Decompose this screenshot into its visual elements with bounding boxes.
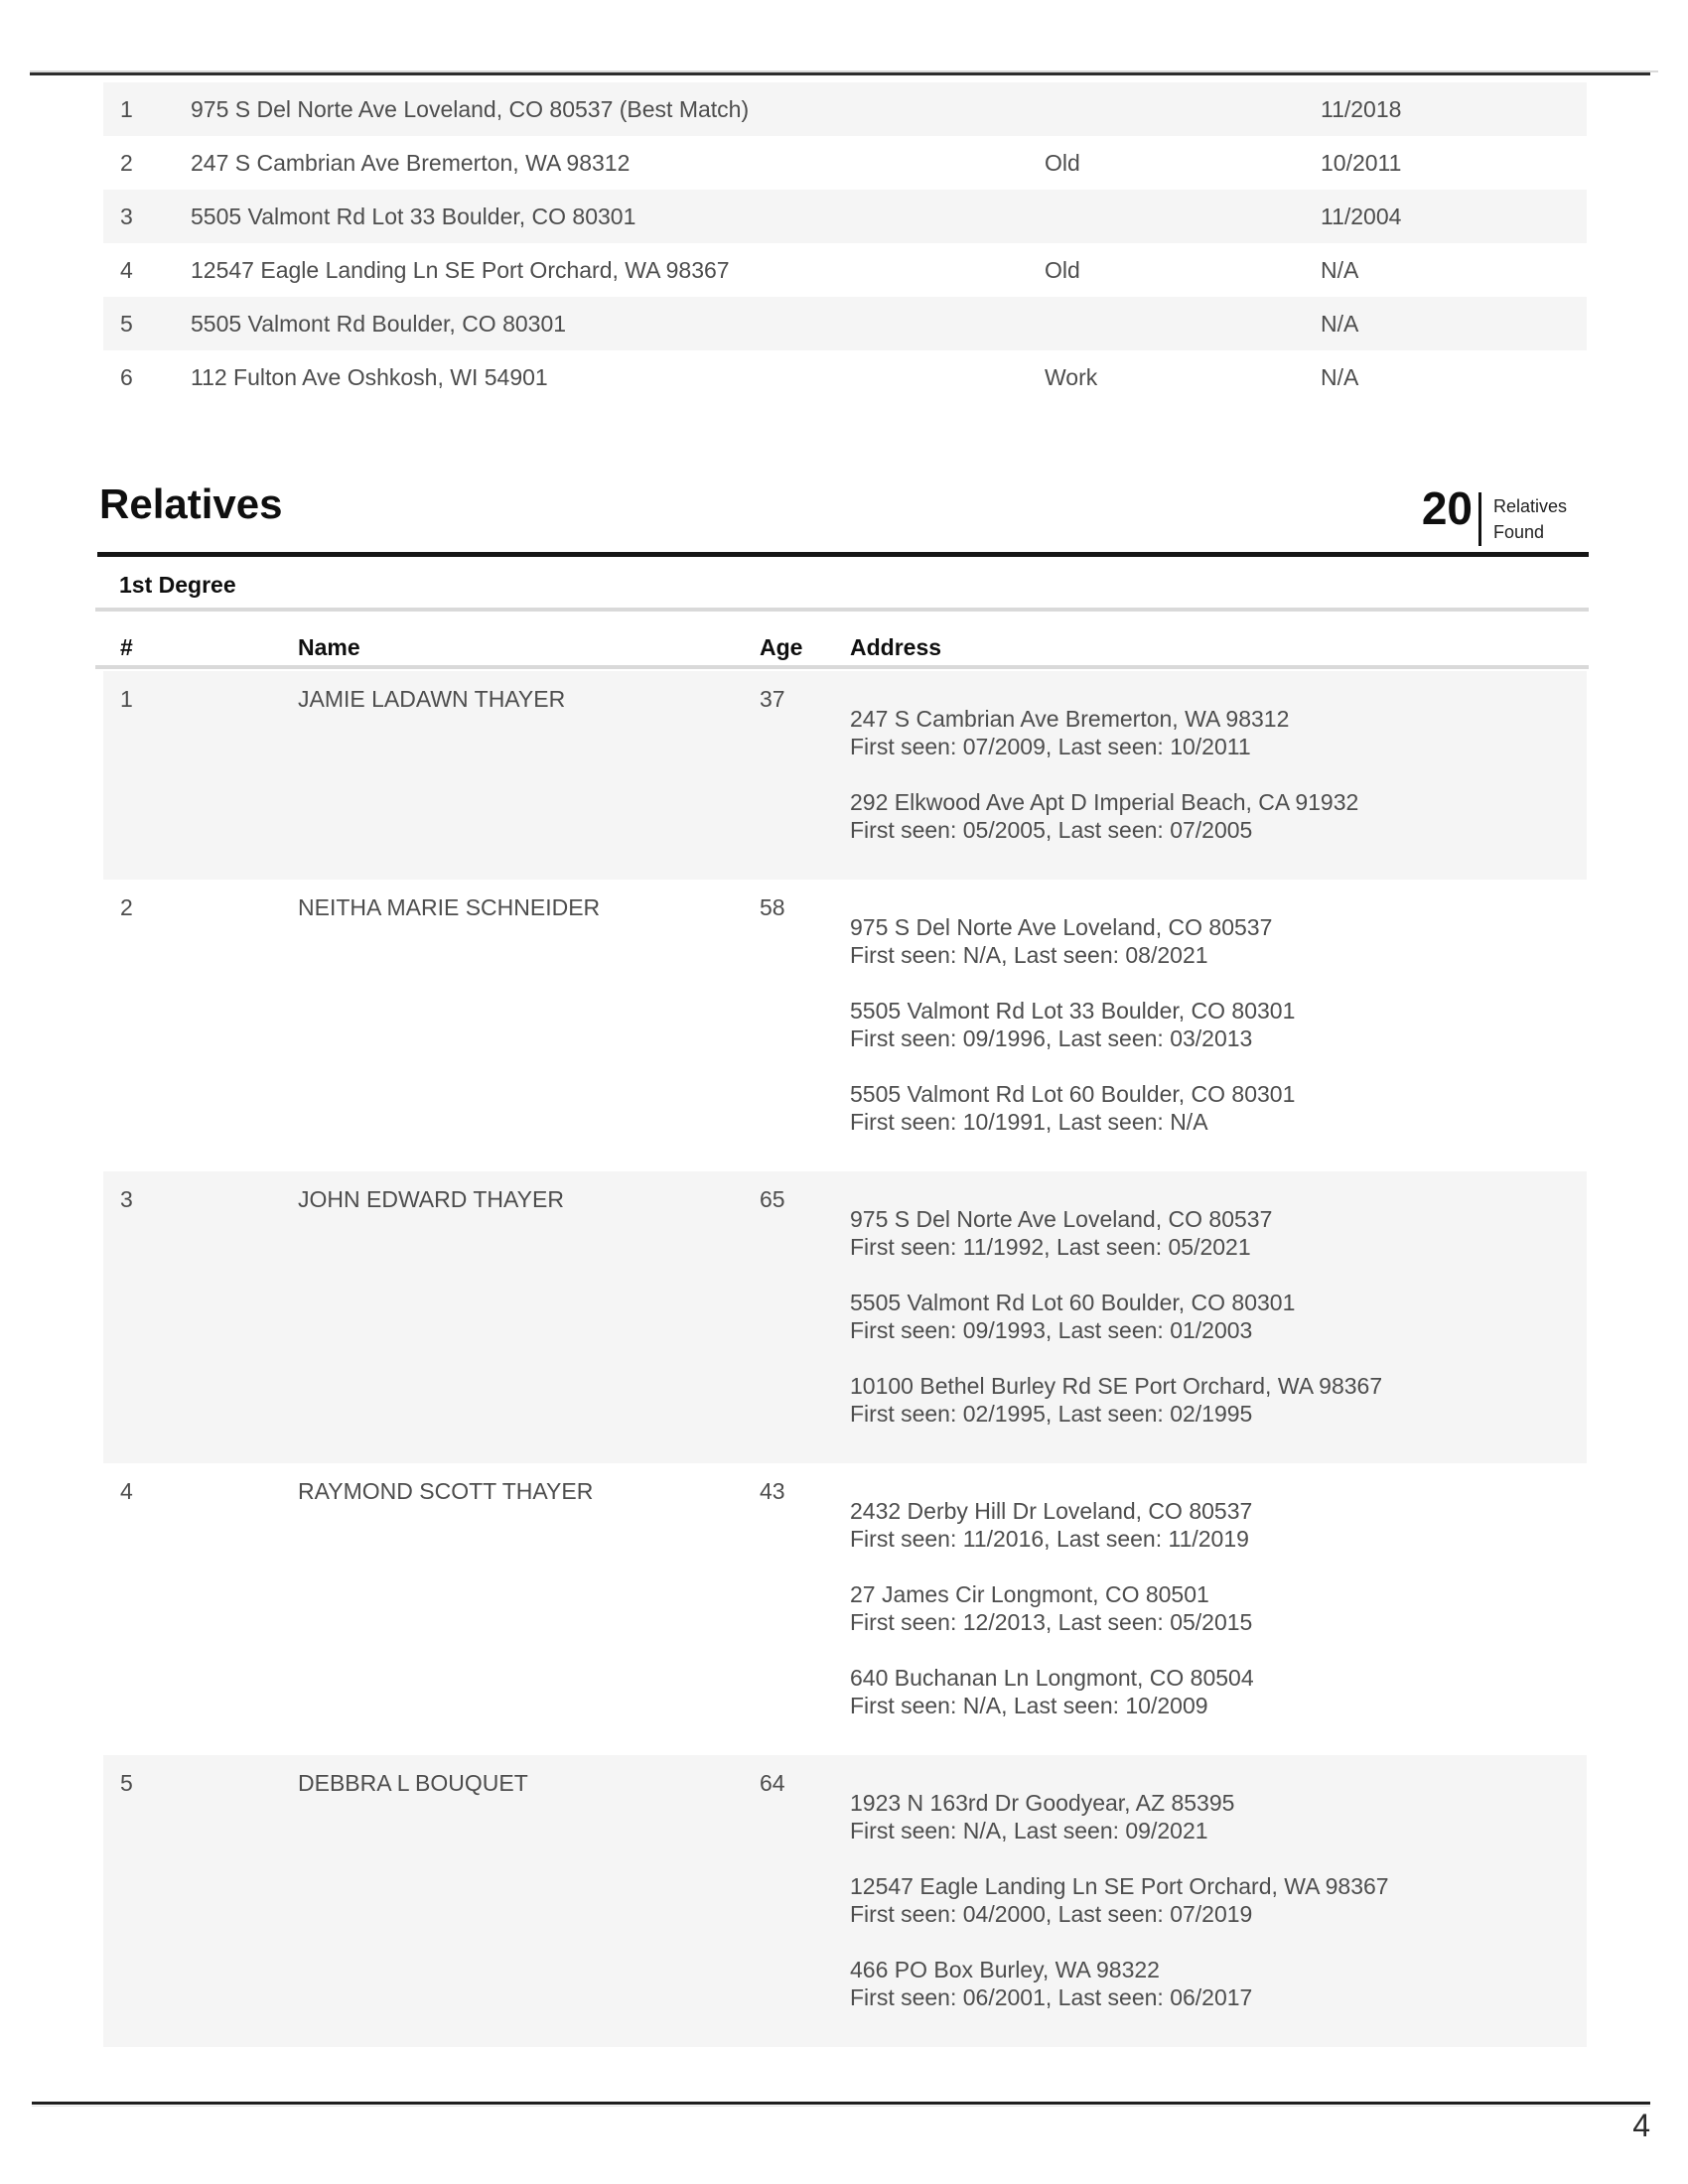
relative-row xyxy=(103,880,1587,1171)
relative-address-block xyxy=(850,705,1587,760)
relative-address-block xyxy=(850,1497,1587,1553)
relative-address-block xyxy=(850,1372,1587,1428)
count-divider-bar xyxy=(1478,492,1481,546)
relative-name: JOHN EDWARD THAYER xyxy=(298,1186,564,1212)
relative-row-number: 5 xyxy=(120,1770,133,1796)
relative-address-text: 247 S Cambrian Ave Bremerton, WA 98312 xyxy=(850,706,1290,732)
relative-name: JAMIE LADAWN THAYER xyxy=(298,686,566,712)
relative-address-block xyxy=(850,1205,1587,1261)
header-age: Age xyxy=(760,634,803,660)
address-text: 5505 Valmont Rd Lot 33 Boulder, CO 80301 xyxy=(191,203,636,229)
address-type-label: Old xyxy=(1045,149,1080,176)
relative-address-list xyxy=(850,671,1587,880)
relative-row xyxy=(103,1463,1587,1755)
relative-address-seen-dates: First seen: N/A, Last seen: 08/2021 xyxy=(850,942,1208,968)
address-text: 975 S Del Norte Ave Loveland, CO 80537 (Best Match) xyxy=(191,95,750,122)
address-text: 247 S Cambrian Ave Bremerton, WA 98312 xyxy=(191,149,631,176)
relative-address-seen-dates: First seen: 06/2001, Last seen: 06/2017 xyxy=(850,1984,1253,2010)
relatives-count-label xyxy=(1493,493,1567,545)
relatives-table-header xyxy=(103,629,1587,665)
relative-address-block xyxy=(850,1664,1587,1719)
header-separator xyxy=(95,665,1589,669)
relative-address-block xyxy=(850,1789,1587,1844)
relative-address-text: 27 James Cir Longmont, CO 80501 xyxy=(850,1581,1209,1607)
relative-row xyxy=(103,671,1587,880)
relative-address-seen-dates: First seen: 11/2016, Last seen: 11/2019 xyxy=(850,1526,1249,1552)
relative-age: 43 xyxy=(760,1478,785,1504)
address-reported-date: 11/2018 xyxy=(1321,95,1402,122)
relative-address-seen-dates: First seen: 09/1996, Last seen: 03/2013 xyxy=(850,1025,1253,1051)
degree-separator xyxy=(95,608,1589,612)
relative-address-block xyxy=(850,1872,1587,1928)
address-row-number: 5 xyxy=(120,310,133,337)
relative-address-seen-dates: First seen: N/A, Last seen: 10/2009 xyxy=(850,1693,1208,1718)
relative-address-text: 466 PO Box Burley, WA 98322 xyxy=(850,1957,1160,1982)
header-address: Address xyxy=(850,634,942,660)
address-reported-date: 11/2004 xyxy=(1321,203,1402,229)
address-type-label: Work xyxy=(1045,363,1098,390)
address-row-number: 6 xyxy=(120,363,133,390)
address-text: 112 Fulton Ave Oshkosh, WI 54901 xyxy=(191,363,548,390)
relative-name: RAYMOND SCOTT THAYER xyxy=(298,1478,594,1504)
relative-age: 58 xyxy=(760,894,785,920)
address-reported-date: N/A xyxy=(1321,256,1359,283)
address-history-row xyxy=(103,350,1587,404)
relative-address-seen-dates: First seen: 05/2005, Last seen: 07/2005 xyxy=(850,817,1253,843)
relatives-table xyxy=(103,671,1587,2047)
relative-address-text: 292 Elkwood Ave Apt D Imperial Beach, CA 91932 xyxy=(850,789,1359,815)
address-reported-date: 10/2011 xyxy=(1321,149,1402,176)
relative-address-seen-dates: First seen: 09/1993, Last seen: 01/2003 xyxy=(850,1317,1253,1343)
relative-row xyxy=(103,1755,1587,2047)
address-history-table xyxy=(103,82,1587,404)
address-text: 5505 Valmont Rd Boulder, CO 80301 xyxy=(191,310,567,337)
relative-address-block xyxy=(850,788,1587,844)
relative-address-list xyxy=(850,1171,1587,1463)
footer-divider-light xyxy=(32,2106,1650,2107)
relative-row-number: 2 xyxy=(120,894,133,920)
relative-address-text: 975 S Del Norte Ave Loveland, CO 80537 xyxy=(850,1206,1273,1232)
relative-age: 64 xyxy=(760,1770,785,1796)
address-history-row xyxy=(103,82,1587,136)
address-reported-date: N/A xyxy=(1321,310,1359,337)
address-history-row xyxy=(103,190,1587,243)
relative-address-text: 1923 N 163rd Dr Goodyear, AZ 85395 xyxy=(850,1790,1235,1816)
relative-name: NEITHA MARIE SCHNEIDER xyxy=(298,894,601,920)
address-history-row xyxy=(103,136,1587,190)
degree-subsection-label: 1st Degree xyxy=(119,572,236,598)
address-type-label: Old xyxy=(1045,256,1080,283)
relative-address-block xyxy=(850,997,1587,1052)
relative-name: DEBBRA L BOUQUET xyxy=(298,1770,528,1796)
relative-address-text: 975 S Del Norte Ave Loveland, CO 80537 xyxy=(850,914,1273,940)
header-name: Name xyxy=(298,634,360,660)
relative-address-seen-dates: First seen: 02/1995, Last seen: 02/1995 xyxy=(850,1401,1253,1427)
relative-address-seen-dates: First seen: 11/1992, Last seen: 05/2021 xyxy=(850,1234,1251,1260)
address-row-number: 2 xyxy=(120,149,133,176)
relative-address-text: 2432 Derby Hill Dr Loveland, CO 80537 xyxy=(850,1498,1253,1524)
relative-address-text: 5505 Valmont Rd Lot 60 Boulder, CO 80301 xyxy=(850,1290,1296,1315)
relative-address-text: 640 Buchanan Ln Longmont, CO 80504 xyxy=(850,1665,1254,1691)
relative-address-text: 12547 Eagle Landing Ln SE Port Orchard, WA 98367 xyxy=(850,1873,1389,1899)
count-label-line2: Found xyxy=(1493,522,1545,542)
relative-row xyxy=(103,1171,1587,1463)
relative-address-block xyxy=(850,913,1587,969)
relative-address-block xyxy=(850,1080,1587,1136)
relative-address-seen-dates: First seen: 04/2000, Last seen: 07/2019 xyxy=(850,1901,1253,1927)
address-text: 12547 Eagle Landing Ln SE Port Orchard, WA 98367 xyxy=(191,256,730,283)
relative-address-text: 5505 Valmont Rd Lot 60 Boulder, CO 80301 xyxy=(850,1081,1296,1107)
address-row-number: 4 xyxy=(120,256,133,283)
relative-address-block xyxy=(850,1289,1587,1344)
relative-address-list xyxy=(850,1463,1587,1755)
relative-row-number: 1 xyxy=(120,686,133,712)
relative-row-number: 3 xyxy=(120,1186,133,1212)
relative-row-number: 4 xyxy=(120,1478,133,1504)
relative-address-block xyxy=(850,1956,1587,2011)
address-row-number: 1 xyxy=(120,95,133,122)
footer-divider xyxy=(32,2102,1650,2105)
address-history-row xyxy=(103,243,1587,297)
relative-address-text: 5505 Valmont Rd Lot 33 Boulder, CO 80301 xyxy=(850,998,1296,1024)
relative-address-seen-dates: First seen: N/A, Last seen: 09/2021 xyxy=(850,1818,1208,1843)
relatives-section-rule xyxy=(97,552,1589,557)
page-number: 4 xyxy=(1632,2108,1650,2143)
header-number: # xyxy=(120,634,133,660)
relative-address-list xyxy=(850,880,1587,1171)
address-row-number: 3 xyxy=(120,203,133,229)
top-divider xyxy=(30,72,1650,75)
relatives-section-title: Relatives xyxy=(99,480,283,527)
relative-address-list xyxy=(850,1755,1587,2047)
count-label-line1: Relatives xyxy=(1493,496,1568,516)
relative-address-seen-dates: First seen: 12/2013, Last seen: 05/2015 xyxy=(850,1609,1253,1635)
address-history-row xyxy=(103,297,1587,350)
address-reported-date: N/A xyxy=(1321,363,1359,390)
relative-address-seen-dates: First seen: 07/2009, Last seen: 10/2011 xyxy=(850,734,1251,759)
relative-address-seen-dates: First seen: 10/1991, Last seen: N/A xyxy=(850,1109,1208,1135)
relatives-count: 20 xyxy=(1421,482,1473,534)
relative-age: 65 xyxy=(760,1186,785,1212)
relative-address-block xyxy=(850,1580,1587,1636)
relative-address-text: 10100 Bethel Burley Rd SE Port Orchard, WA 98367 xyxy=(850,1373,1383,1399)
relative-age: 37 xyxy=(760,686,785,712)
